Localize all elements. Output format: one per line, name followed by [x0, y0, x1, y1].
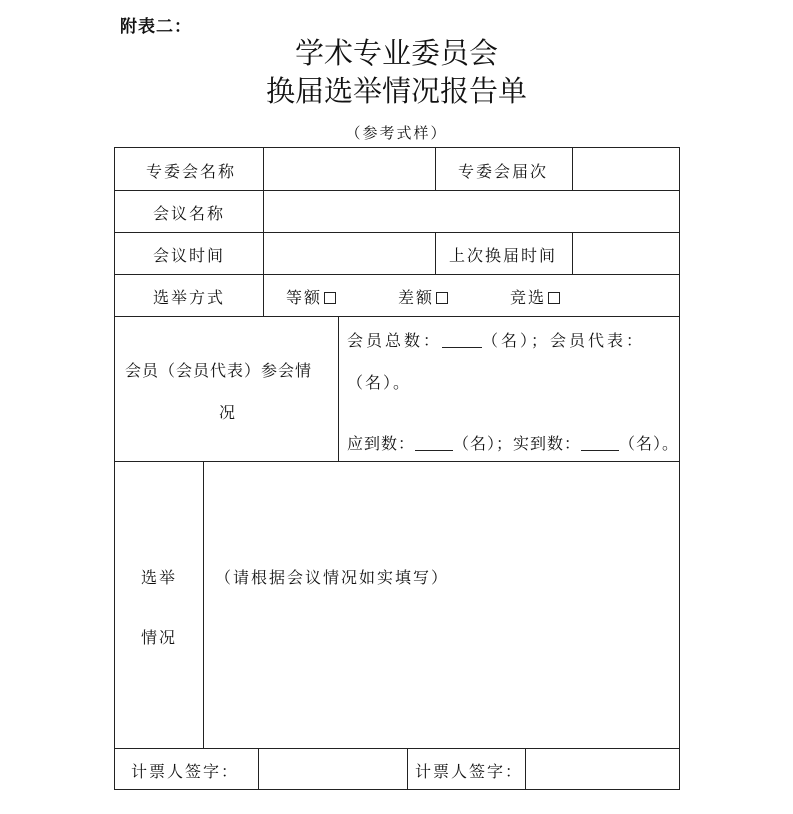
election-label-line2: 情况: [141, 628, 178, 647]
member-total-unit: （名）: [482, 331, 532, 350]
member-rep-line: [347, 370, 411, 393]
committee-term-label: 专委会届次: [458, 162, 549, 181]
appendix-label: 附表二：: [120, 17, 192, 37]
election-hint: （请根据会议情况如实填写）: [215, 568, 450, 587]
checkbox-competitive[interactable]: [548, 292, 560, 304]
column-divider: [258, 748, 259, 790]
column-divider: [263, 274, 264, 316]
meeting-time-label: 会议时间: [153, 246, 226, 265]
attendance-label-line2: 况: [219, 403, 238, 422]
member-rep-label: 会员代表：: [550, 331, 646, 350]
option-difference[interactable]: [398, 285, 448, 308]
option-equal-label: 等额: [286, 288, 323, 307]
member-total-blank[interactable]: [442, 333, 482, 348]
option-equal[interactable]: [286, 285, 336, 308]
actual-blank[interactable]: [581, 436, 619, 451]
member-total-line: [347, 328, 645, 351]
column-divider: [263, 190, 264, 232]
actual-unit: （名）。: [619, 434, 680, 453]
option-difference-label: 差额: [398, 288, 435, 307]
column-divider: [263, 148, 264, 190]
committee-term-field[interactable]: [574, 149, 679, 189]
column-divider: [525, 748, 526, 790]
option-competitive-label: 竞选: [510, 288, 547, 307]
column-divider: [407, 748, 408, 790]
expected-blank[interactable]: [415, 436, 453, 451]
meeting-time-field[interactable]: [265, 233, 434, 273]
option-competitive[interactable]: [510, 285, 560, 308]
document-title-line1: 学术专业委员会: [294, 36, 498, 70]
counter-sign-label-1: 计票人签字：: [131, 762, 240, 781]
member-total-label: 会员总数：: [347, 331, 443, 350]
expected-unit: （名）；: [453, 434, 514, 453]
counter-sign-field-1[interactable]: [260, 749, 406, 789]
election-label-line1: 选举: [141, 568, 178, 587]
expected-label: 应到数：: [347, 434, 416, 453]
column-divider: [435, 232, 436, 274]
column-divider: [572, 148, 573, 190]
actual-label: 实到数：: [513, 434, 582, 453]
meeting-name-label: 会议名称: [153, 204, 226, 223]
attendance-label-line1: 会员（会员代表）参会情: [125, 361, 313, 380]
checkbox-difference[interactable]: [436, 292, 448, 304]
election-details-field[interactable]: [205, 462, 679, 747]
document-subtitle: （参考式样）: [345, 124, 448, 142]
column-divider: [435, 148, 436, 190]
document-title-line2: 换届选举情况报告单: [265, 74, 527, 108]
attendance-count-line: [347, 431, 679, 454]
committee-name-label: 专委会名称: [146, 162, 237, 181]
meeting-name-field[interactable]: [265, 191, 679, 231]
member-rep-unit: （名）。: [347, 373, 412, 392]
column-divider: [203, 461, 204, 748]
row-divider: [115, 274, 680, 275]
report-form-table: [114, 147, 680, 790]
committee-name-field[interactable]: [265, 149, 434, 189]
last-term-time-field[interactable]: [574, 233, 679, 273]
checkbox-equal[interactable]: [324, 292, 336, 304]
row-divider: [115, 316, 680, 317]
counter-sign-label-2: 计票人签字：: [415, 762, 524, 781]
election-method-label: 选举方式: [153, 288, 226, 307]
column-divider: [338, 316, 339, 461]
counter-sign-field-2[interactable]: [527, 749, 679, 789]
column-divider: [263, 232, 264, 274]
semicolon: ；: [531, 331, 551, 350]
last-term-time-label: 上次换届时间: [449, 246, 558, 265]
column-divider: [572, 232, 573, 274]
